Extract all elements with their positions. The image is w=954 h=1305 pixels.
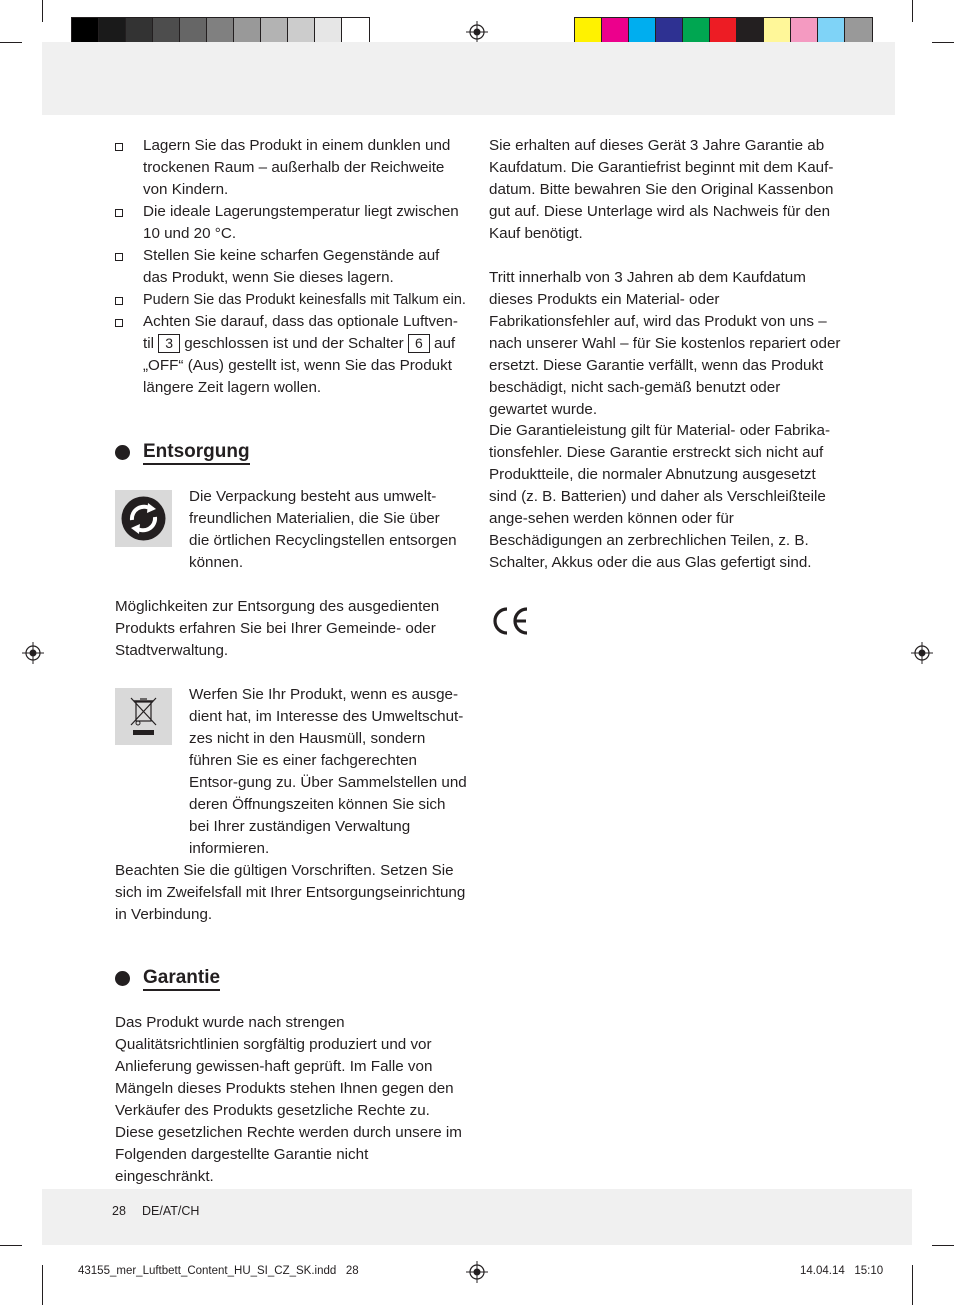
page-number: 28: [112, 1204, 126, 1218]
weee-text: Werfen Sie Ihr Produkt, wenn es ausge-dient hat, im Interesse des Umweltschut-zes nicht in den Hausmüll, sondern führen Sie es einer fachgerechten Entsor-gung zu. Über Sammelstellen und deren Öffnungszeiten können Sie sich bei Ihrer zuständigen Verwaltung informieren.: [189, 686, 467, 857]
slug-filename: 43155_mer_Luftbett_Content_HU_SI_CZ_SK.indd 28: [78, 1265, 359, 1277]
packaging-text: Die Verpackung besteht aus umwelt-freundlichen Materialien, die Sie über die örtlichen Recyclingstellen entsorgen können.: [189, 488, 457, 571]
registration-mark-icon: [911, 642, 933, 664]
list-item: Die ideale Lagerungstemperatur liegt zwischen 10 und 20 °C.: [115, 201, 467, 245]
part-ref-switch: 6: [408, 334, 430, 353]
storage-bullet-list: [115, 135, 467, 399]
registration-mark-icon: [466, 1261, 488, 1283]
header-band: [42, 42, 895, 115]
crossed-bin-weee-icon: [115, 688, 172, 745]
list-item: Pudern Sie das Produkt keinesfalls mit Talkum ein.: [115, 289, 467, 311]
storage-list-block: [115, 135, 467, 399]
list-item: Lagern Sie das Produkt in einem dunklen und trockenen Raum – außerhalb der Reichweite von Kindern.: [115, 135, 467, 201]
bullet-dot: [115, 971, 130, 986]
warranty-period-text: Sie erhalten auf dieses Gerät 3 Jahre Garantie ab Kaufdatum. Die Garantiefrist beginnt mit dem Kauf-datum. Bitte bewahren Sie den Original Kassenbon gut auf. Diese Unterlage wird als Nachweis für den Kauf benötigt.: [489, 137, 834, 242]
list-item: Achten Sie darauf, dass das optionale Luftven-til 3 geschlossen ist und der Schalter 6 auf „OFF“ (Aus) gestellt ist, wenn Sie das Produkt längere Zeit lagern wollen.: [115, 311, 467, 399]
locale-label: DE/AT/CH: [142, 1204, 200, 1218]
ce-mark-icon: [489, 605, 531, 637]
slug-date: 14.04.14 15:10: [800, 1265, 884, 1277]
registration-mark-icon: [466, 21, 488, 43]
section-heading-garantie: Garantie: [115, 966, 220, 991]
warranty-intro-text: Das Produkt wurde nach strengen Qualitätsrichtlinien sorgfältig produziert und vor Anlieferung gewissen-haft geprüft. Im Falle von Mängeln dieses Produkts stehen Ihnen gegen den Verkäufer des Produkts gesetzliche Rechte zu. Diese gesetzlichen Rechte werden durch unsere im Folgenden dargestellte Garantie nicht eingeschränkt.: [115, 1014, 462, 1185]
warranty-defects-text: Tritt innerhalb von 3 Jahren ab dem Kaufdatum dieses Produkts ein Material- oder Fabrikationsfehler auf, wird das Produkt von uns – nach unserer Wahl – für Sie kostenlos repariert oder ersetzt. Diese Garantie verfällt, wenn das Produkt beschädigt, nicht sach-gemäß benutzt oder gewartet wurde.: [489, 269, 841, 418]
section-heading-entsorgung: Entsorgung: [115, 440, 250, 465]
green-dot-recycling-icon: [115, 490, 172, 547]
registration-mark-icon: [22, 642, 44, 664]
list-item: Stellen Sie keine scharfen Gegenstände auf das Produkt, wenn Sie dieses lagern.: [115, 245, 467, 289]
regulations-text: Beachten Sie die gültigen Vorschriften. Setzen Sie sich im Zweifelsfall mit Ihrer Entsorgungseinrichtung in Verbindung.: [115, 862, 466, 923]
warranty-scope-text: Die Garantieleistung gilt für Material- oder Fabrika-tionsfehler. Diese Garantie erstreckt sich nicht auf Produktteile, die normaler Abnutzung ausgesetzt sind (z. B. Batterien) und daher als Verschleißteile ange-sehen werden können oder für Beschädigungen an zerbrechlichen Teilen, z. B. Schalter, Akkus oder die aus Glas gefertigt sind.: [489, 422, 831, 571]
bullet-dot: [115, 445, 130, 460]
disposal-options-text: Möglichkeiten zur Entsorgung des ausgedienten Produkts erfahren Sie bei Ihrer Gemeinde- oder Stadtverwaltung.: [115, 598, 440, 659]
part-ref-valve: 3: [158, 334, 180, 353]
